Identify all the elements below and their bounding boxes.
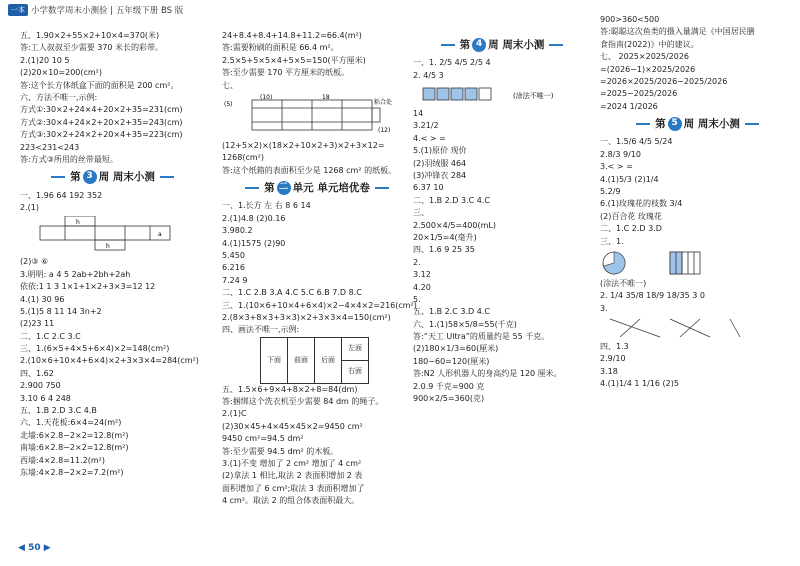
folding-figure: [260, 337, 369, 384]
answer-line: 六、方法不唯一,示例:: [20, 92, 98, 102]
svg-text:(涂法不唯一): (涂法不唯一): [513, 92, 554, 101]
column-3: [413, 34, 591, 405]
answer-line: 3.(1)不变 增加了 2 cm² 增加了 4 cm²: [222, 459, 362, 469]
answer-line: 1268(cm²): [222, 153, 264, 163]
answer-line: 4.(1) 30 96: [20, 294, 65, 304]
answer-line: 20×1/5=4(毫升): [413, 232, 477, 242]
answer-line: 答:需要粉刷的面积是 66.4 m²。: [222, 43, 339, 53]
answer-line: 6.(1)玫瑰花的枝数 3/4: [600, 199, 683, 209]
answer-line: =(2026−1)×2025/2026: [600, 64, 696, 74]
answer-line: 三、: [413, 208, 429, 218]
svg-text:a: a: [158, 231, 162, 239]
answer-line: (2)180×1/3=60(厘米): [413, 344, 499, 354]
answer-line: 南墙:6×2.8−2×2=12.8(m²): [20, 443, 129, 453]
answer-line: 答:至少需要 170 平方厘米的纸板。: [222, 68, 350, 78]
svg-text:18: 18: [322, 93, 330, 101]
answer-line: 二、1.B 2.D 3.C 4.C: [413, 195, 490, 205]
answer-line: 4.(1)1/4 1 1/16 (2)5: [600, 379, 679, 389]
answer-line: 6.37 10: [413, 183, 444, 193]
answer-line: 答:这个长方体纸盒下面的面积是 200 cm²。: [20, 80, 179, 90]
answer-line: 5.(1)原价 现价: [413, 146, 467, 156]
answer-line: 4 cm²。取法 2 的组合体表面积最大。: [222, 496, 360, 506]
answer-line: 5.(1)5 8 11 14 3n+2: [20, 306, 102, 316]
svg-text:(12): (12): [378, 126, 391, 134]
section-title-week-5: [600, 116, 795, 132]
answer-line: 方式②:30×4+24×2+20×2+35=243(cm): [20, 117, 183, 127]
answer-line: 答:至少需要 94.5 dm² 的木板。: [222, 446, 339, 456]
section-prefix: 第: [655, 118, 666, 131]
svg-text:粘合处: 粘合处: [374, 98, 393, 106]
answer-line: 答:工人叔叔至少需要 370 米长的彩带。: [20, 43, 164, 53]
answer-line: =2024 1/2026: [600, 101, 658, 111]
answer-line: 3.: [600, 303, 608, 313]
answer-line: 900>360<500: [600, 15, 660, 24]
answer-line: (2)③ ⑥: [20, 257, 49, 267]
svg-text:(10): (10): [260, 93, 273, 101]
answer-line: 2.8/3 9/10: [600, 149, 642, 159]
answer-line: 二、1.C 2.C 3.C: [20, 331, 81, 341]
answer-line: 2. 1/4 35/8 18/9 18/35 3 0: [600, 291, 705, 301]
section-title-unit-2: [222, 180, 412, 196]
face-back: 后面: [315, 337, 342, 383]
section-prefix: 第: [70, 171, 81, 184]
section-title-week-4: [413, 37, 591, 53]
shaded-squares-figure: [413, 84, 583, 106]
answer-line: 方式③:30×2+24×2+20×4+35=223(cm): [20, 130, 183, 140]
section-suffix: 周 周末小测: [98, 171, 155, 184]
answer-line: 4.(1)5/3 (2)1/4: [600, 174, 659, 184]
answer-line: 五、1.90×2+55×2+10×4=370(米): [20, 31, 160, 40]
answer-line: 五、1.5×6+9×4+8×2+8=84(dm): [222, 384, 358, 394]
answer-line: =2026×2025/2026−2025/2026: [600, 76, 728, 86]
answer-line: 9450 cm²=94.5 dm²: [222, 434, 304, 444]
answer-line: =2025−2025/2026: [600, 89, 678, 99]
answer-line: 2.(1): [20, 202, 39, 212]
answer-line: 2.500×4/5=400(mL): [413, 220, 496, 230]
answer-line: (12+5×2)×(18×2+10×2+3)×2+3×12=: [222, 140, 385, 150]
page-header: [8, 3, 183, 17]
header-title: 小学数学周末小测验 | 五年级下册 BS 版: [31, 6, 184, 16]
section-prefix: 第: [264, 182, 275, 195]
section-suffix: 单元 单元培优卷: [292, 182, 370, 195]
answer-line: 六、1.(1)58×5/8=55(千克): [413, 319, 517, 329]
answer-line: 4.20: [413, 282, 431, 292]
svg-text:h: h: [76, 219, 80, 227]
face-right: 右面: [342, 360, 369, 383]
answer-line: 6.216: [222, 263, 245, 273]
face-front: 前面: [288, 337, 315, 383]
answer-line: 三、1.: [600, 236, 624, 246]
svg-text:h: h: [106, 243, 110, 251]
section-number: 3: [83, 170, 97, 184]
section-prefix: 第: [459, 39, 471, 51]
answer-line: 223<231<243: [20, 142, 80, 152]
answer-line: 5.450: [222, 250, 245, 260]
answer-line: 四、1.6 9 25 35: [413, 245, 475, 255]
answer-line: 2.: [413, 257, 421, 267]
answer-line: 14: [413, 109, 424, 119]
brand-logo: 一本: [8, 4, 28, 16]
answer-line: 答:这个纸箱的表面积至少是 1268 cm² 的纸板。: [222, 165, 397, 175]
answer-line: 答:方式③所用的丝带最短。: [20, 154, 118, 164]
answer-line: 2.0.9 千克=900 克: [413, 381, 485, 391]
answer-line: 答:“天工 Ultra”的质量约是 55 千克。: [413, 332, 550, 342]
answer-line: 方式①:30×2+24×4+20×2+35=231(cm): [20, 105, 183, 115]
answer-line: 3.明明: a 4 5 2ab+2bh+2ah: [20, 269, 131, 279]
fraction-shading-figure: [600, 250, 720, 276]
face-left: 左面: [342, 337, 369, 360]
answer-line: (2)羽绒服 464: [413, 158, 467, 168]
face-bottom: 下面: [261, 337, 288, 383]
answer-line: 2.(1)20 10 5: [20, 55, 70, 65]
answer-line: (2)30×45+4×45×45×2=9450 cm²: [222, 421, 363, 431]
answer-line: 一、1.5/6 4/5 5/24: [600, 137, 673, 147]
answer-line: 一、1.长方 左 右 8 6 14: [222, 201, 311, 211]
answer-line: 3.< > =: [600, 162, 633, 172]
answer-line: 依依:1 1 3 1×1+1×2+3×3=12 12: [20, 282, 156, 292]
page-number: ◀ 50 ▶: [18, 543, 51, 553]
answer-line: 3.18: [600, 366, 618, 376]
answer-line: 北墙:6×2.8−2×2=12.8(m²): [20, 430, 129, 440]
answer-line: 食指南(2022)》中的建议。: [600, 39, 699, 49]
answer-line: 一、1. 2/5 4/5 2/5 4: [413, 58, 491, 68]
answer-line: 180−60=120(厘米): [413, 356, 490, 366]
answer-line: 七、 2025×2025/2026: [600, 52, 690, 62]
answer-line: 一、1.96 64 192 352: [20, 190, 103, 200]
column-1: [20, 30, 205, 479]
answer-line: 7.24 9: [222, 275, 248, 285]
answer-line: 2.5×5+5×5×4+5×5=150(平方厘米): [222, 55, 366, 65]
answer-line: (涂法不唯一): [600, 278, 647, 288]
answer-line: 2.(10×6+10×4+6×4)×2+3×3×4=284(cm²): [20, 356, 199, 366]
answer-line: 2.900 750: [20, 381, 61, 391]
answer-line: 四、1.3: [600, 342, 629, 352]
answer-line: 3.21/2: [413, 121, 439, 131]
answer-line: 答:聪聪这次鱼类的摄入量满足《中国居民膳: [600, 27, 755, 37]
section-title-week-3: [20, 169, 205, 185]
answer-line: 三、1.(6×5+4×5+6×4)×2=148(cm²): [20, 344, 170, 354]
answer-line: (2)拿法 1 相比,取法 2 表面积增加 2 表: [222, 471, 363, 481]
answer-line: 二、1.C 2.D 3.D: [600, 224, 662, 234]
answer-line: 2.(8×3+8×3+3×3)×2+3×3×4=150(cm²): [222, 312, 391, 322]
answer-line: 2.9/10: [600, 354, 626, 364]
answer-line: 4.(1)1575 (2)90: [222, 238, 286, 248]
section-suffix: 周 周末小测: [488, 39, 545, 51]
answer-line: 2. 4/5 3: [413, 70, 444, 80]
answer-line: (2)百合花 玫瑰花: [600, 211, 662, 221]
section-number: 二: [277, 181, 291, 195]
answer-line: 三、1.(10×6+10×4+6×4)×2−4×4×2=216(cm²): [222, 300, 417, 310]
column-2: [222, 30, 417, 508]
answer-line: 西墙:4×2.8=11.2(m²): [20, 455, 105, 465]
answer-line: 四、1.62: [20, 368, 54, 378]
answer-line: 面积增加了 6 cm²;取法 3 表面积增加了: [222, 483, 365, 493]
answer-line: (2)23 11: [20, 319, 55, 329]
cube-net-figure: [20, 216, 190, 254]
answer-line: 二、1.C 2.B 3.A 4.C 5.C 6.B 7.D 8.C: [222, 288, 362, 298]
answer-line: 答:N2 人形机器人的身高约是 120 厘米。: [413, 369, 562, 379]
answer-line: 5.: [413, 294, 421, 304]
section-number: 5: [668, 117, 682, 131]
answer-line: 3.10 6 4 248: [20, 393, 71, 403]
matching-lines-figure: [600, 317, 750, 339]
answer-line: 六、1.天花板:6×4=24(m²): [20, 418, 122, 428]
answer-line: (3)冲锋衣 284: [413, 171, 467, 180]
answer-line: 5.2/9: [600, 186, 621, 196]
column-4: [600, 14, 795, 391]
answer-line: 4.< > =: [413, 133, 446, 143]
section-suffix: 周 周末小测: [683, 118, 740, 131]
answer-line: 2.(1)C: [222, 409, 247, 419]
svg-text:(5): (5): [224, 100, 233, 108]
answer-line: 东墙:4×2.8−2×2=7.2(m²): [20, 467, 124, 477]
answer-line: 五、1.B 2.C 3.D 4.C: [413, 307, 490, 317]
answer-line: 七、: [222, 80, 238, 90]
answer-line: 24+8.4+8.4+14.8+11.2=66.4(m²): [222, 31, 362, 40]
answer-line: 900×2/5=360(克): [413, 394, 485, 404]
answer-line: 2.(1)4.8 (2)0.16: [222, 213, 286, 223]
answer-line: (2)20×10=200(cm²): [20, 68, 103, 78]
answer-line: 五、1.B 2.D 3.C 4.B: [20, 406, 97, 416]
answer-line: 四、画法不唯一,示例:: [222, 325, 300, 335]
answer-line: 3.12: [413, 270, 431, 280]
box-net-figure: [222, 94, 402, 138]
answer-line: 答:捆绑这个洗衣机至少需要 84 dm 的绳子。: [222, 397, 384, 407]
section-number: 4: [472, 38, 486, 52]
answer-line: 3.980.2: [222, 226, 253, 236]
